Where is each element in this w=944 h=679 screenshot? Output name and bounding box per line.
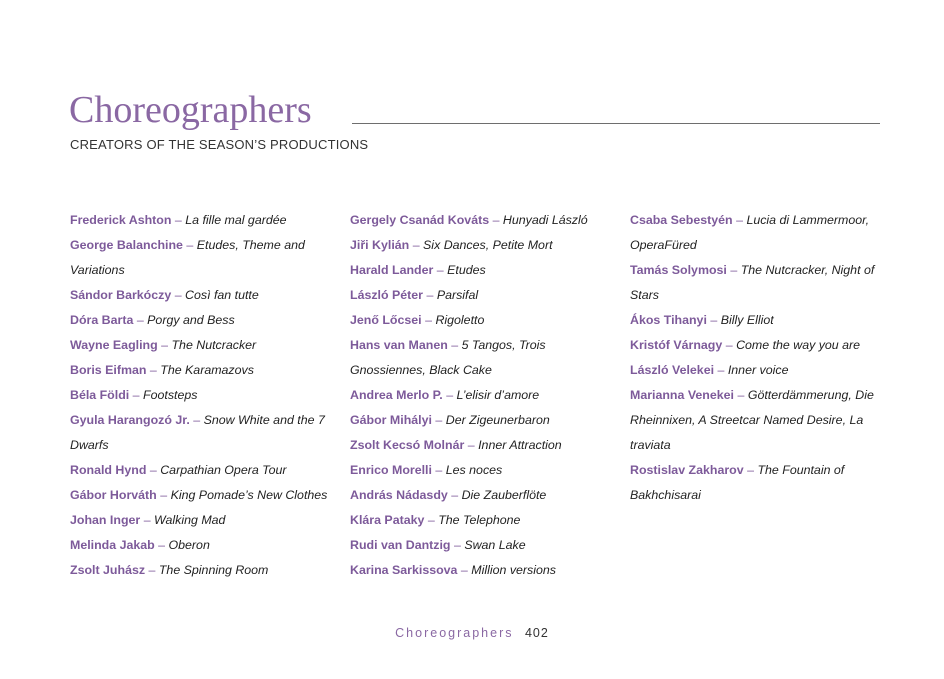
production-titles: The Karamazovs <box>160 363 254 377</box>
choreographer-entry <box>70 458 340 483</box>
footer-label: Choreographers <box>395 626 514 640</box>
production-titles: Götterdämmerung, Die Rheinnixen, A Streetcar Named Desire, La traviata <box>630 388 874 452</box>
production-titles: Lucia di Lammermoor, OperaFüred <box>630 213 870 252</box>
separator-dash: – <box>467 438 475 452</box>
choreographer-name: Jiři Kylián <box>350 238 410 252</box>
separator-dash: – <box>435 413 443 427</box>
choreographer-name: László Péter <box>350 288 423 302</box>
choreographer-name: Kristóf Várnagy <box>630 338 723 352</box>
separator-dash: – <box>132 388 140 402</box>
choreographer-name: Boris Eifman <box>70 363 147 377</box>
choreographer-name: Dóra Barta <box>70 313 134 327</box>
production-titles: Parsifal <box>436 288 479 302</box>
choreographer-name: Harald Lander <box>350 263 434 277</box>
separator-dash: – <box>412 238 420 252</box>
separator-dash: – <box>747 463 754 477</box>
choreographer-name: Csaba Sebestyén <box>630 213 733 227</box>
choreographer-name: Béla Földi <box>70 388 130 402</box>
separator-dash: – <box>710 313 718 327</box>
choreographer-entry <box>350 233 620 258</box>
choreographer-entry <box>350 558 620 583</box>
choreographer-entry <box>630 333 900 358</box>
choreographer-name: Ronald Hynd <box>70 463 147 477</box>
production-titles: Footsteps <box>143 388 198 402</box>
choreographer-entry <box>630 358 900 383</box>
choreographer-entry <box>70 483 340 508</box>
choreographer-name: Ákos Tihanyi <box>630 313 707 327</box>
production-titles: Come the way you are <box>736 338 861 352</box>
choreographer-name: Sándor Barkóczy <box>70 288 172 302</box>
separator-dash: – <box>492 213 500 227</box>
page-footer <box>0 626 944 640</box>
choreographer-entry <box>630 258 900 308</box>
separator-dash: – <box>136 313 144 327</box>
production-titles: The Nutcracker, Night of Stars <box>630 263 875 302</box>
choreographer-entry <box>70 558 340 583</box>
choreographer-name: George Balanchine <box>70 238 183 252</box>
separator-dash: – <box>436 263 444 277</box>
separator-dash: – <box>736 213 743 227</box>
production-titles: Inner voice <box>727 363 789 377</box>
choreographer-entry <box>630 458 900 508</box>
choreographer-entry <box>350 408 620 433</box>
choreographer-entry <box>630 308 900 333</box>
separator-dash: – <box>460 563 468 577</box>
separator-dash: – <box>451 338 459 352</box>
choreographer-entry <box>70 508 340 533</box>
page-subtitle: CREATORS OF THE SEASON’S PRODUCTIONS <box>70 137 369 152</box>
production-titles: Six Dances, Petite Mort <box>423 238 553 252</box>
page-title: Choreographers <box>69 89 312 131</box>
choreographer-name: Andrea Merlo P. <box>350 388 443 402</box>
choreographer-entry <box>70 333 340 358</box>
choreographer-entry <box>350 508 620 533</box>
choreographer-column-3 <box>630 208 900 508</box>
choreographer-name: Zsolt Kecsó Molnár <box>350 438 465 452</box>
choreographer-entry <box>350 483 620 508</box>
choreographer-entry <box>350 333 620 383</box>
choreographer-name: Karina Sarkissova <box>350 563 458 577</box>
production-titles: Così fan tutte <box>185 288 259 302</box>
production-titles: Oberon <box>168 538 210 552</box>
production-titles: King Pomade’s New Clothes <box>170 488 328 502</box>
separator-dash: – <box>193 413 201 427</box>
production-titles: Carpathian Opera Tour <box>160 463 287 477</box>
title-rule <box>352 123 880 124</box>
choreographer-entry <box>70 233 340 283</box>
separator-dash: – <box>453 538 461 552</box>
production-titles: 5 Tangos, Trois Gnossiennes, Black Cake <box>350 338 546 377</box>
production-titles: Million versions <box>471 563 556 577</box>
production-titles: Der Zigeunerbaron <box>445 413 550 427</box>
separator-dash: – <box>435 463 443 477</box>
separator-dash: – <box>143 513 151 527</box>
choreographer-name: Frederick Ashton <box>70 213 172 227</box>
choreographer-entry <box>630 208 900 258</box>
separator-dash: – <box>446 388 454 402</box>
choreographer-entry <box>350 208 620 233</box>
separator-dash: – <box>725 338 733 352</box>
production-titles: Porgy and Bess <box>147 313 235 327</box>
production-titles: Walking Mad <box>154 513 226 527</box>
production-titles: Swan Lake <box>464 538 526 552</box>
choreographer-entry <box>350 458 620 483</box>
choreographer-name: Gábor Horváth <box>70 488 157 502</box>
choreographer-entry <box>70 383 340 408</box>
choreographer-name: Hans van Manen <box>350 338 448 352</box>
production-titles: Les noces <box>445 463 503 477</box>
production-titles: The Fountain of Bakhchisarai <box>630 463 845 502</box>
separator-dash: – <box>149 463 157 477</box>
production-titles: Die Zauberflöte <box>461 488 547 502</box>
separator-dash: – <box>730 263 738 277</box>
choreographer-name: András Nádasdy <box>350 488 448 502</box>
choreographer-entry <box>350 283 620 308</box>
choreographer-name: Gyula Harangozó Jr. <box>70 413 190 427</box>
choreographer-entry <box>70 358 340 383</box>
production-titles: The Telephone <box>438 513 521 527</box>
separator-dash: – <box>186 238 194 252</box>
choreographer-entry <box>70 208 340 233</box>
choreographer-entry <box>350 433 620 458</box>
choreographer-name: Klára Pataky <box>350 513 425 527</box>
choreographer-name: Gábor Mihályi <box>350 413 432 427</box>
page-number: 402 <box>524 626 549 640</box>
separator-dash: – <box>160 488 168 502</box>
choreographer-name: Rudi van Dantzig <box>350 538 451 552</box>
separator-dash: – <box>174 213 182 227</box>
production-titles: Hunyadi László <box>502 213 588 227</box>
choreographer-name: Melinda Jakab <box>70 538 155 552</box>
choreographer-entry <box>350 258 620 283</box>
separator-dash: – <box>427 513 435 527</box>
production-titles: Snow White and the 7 Dwarfs <box>70 413 325 452</box>
choreographer-name: Jenő Lőcsei <box>350 313 422 327</box>
choreographer-entry <box>70 308 340 333</box>
choreographer-name: Gergely Csanád Kováts <box>350 213 490 227</box>
choreographer-entry <box>70 408 340 458</box>
separator-dash: – <box>737 388 745 402</box>
production-titles: Etudes, Theme and Variations <box>70 238 305 277</box>
separator-dash: – <box>451 488 459 502</box>
choreographer-column-1 <box>70 208 340 583</box>
production-titles: Rigoletto <box>435 313 485 327</box>
choreographer-entry <box>70 533 340 558</box>
choreographer-name: Johan Inger <box>70 513 141 527</box>
separator-dash: – <box>425 313 432 327</box>
choreographer-entry <box>350 308 620 333</box>
separator-dash: – <box>149 363 157 377</box>
separator-dash: – <box>158 538 166 552</box>
production-titles: L’elisir d’amore <box>456 388 540 402</box>
choreographer-name: Zsolt Juhász <box>70 563 146 577</box>
production-titles: The Spinning Room <box>158 563 269 577</box>
choreographer-name: Marianna Venekei <box>630 388 734 402</box>
production-titles: La fille mal gardée <box>185 213 287 227</box>
choreographer-name: László Velekei <box>630 363 715 377</box>
choreographer-entry <box>350 383 620 408</box>
separator-dash: – <box>174 288 182 302</box>
production-titles: Billy Elliot <box>720 313 774 327</box>
choreographer-column-2 <box>350 208 620 583</box>
choreographer-entry <box>70 283 340 308</box>
production-titles: Inner Attraction <box>478 438 562 452</box>
choreographer-entry <box>630 383 900 458</box>
choreographer-name: Tamás Solymosi <box>630 263 727 277</box>
choreographer-name: Enrico Morelli <box>350 463 432 477</box>
production-titles: Etudes <box>447 263 486 277</box>
separator-dash: – <box>161 338 169 352</box>
choreographer-entry <box>350 533 620 558</box>
choreographer-name: Rostislav Zakharov <box>630 463 744 477</box>
separator-dash: – <box>717 363 725 377</box>
separator-dash: – <box>426 288 434 302</box>
production-titles: The Nutcracker <box>171 338 257 352</box>
choreographer-name: Wayne Eagling <box>70 338 158 352</box>
separator-dash: – <box>148 563 156 577</box>
